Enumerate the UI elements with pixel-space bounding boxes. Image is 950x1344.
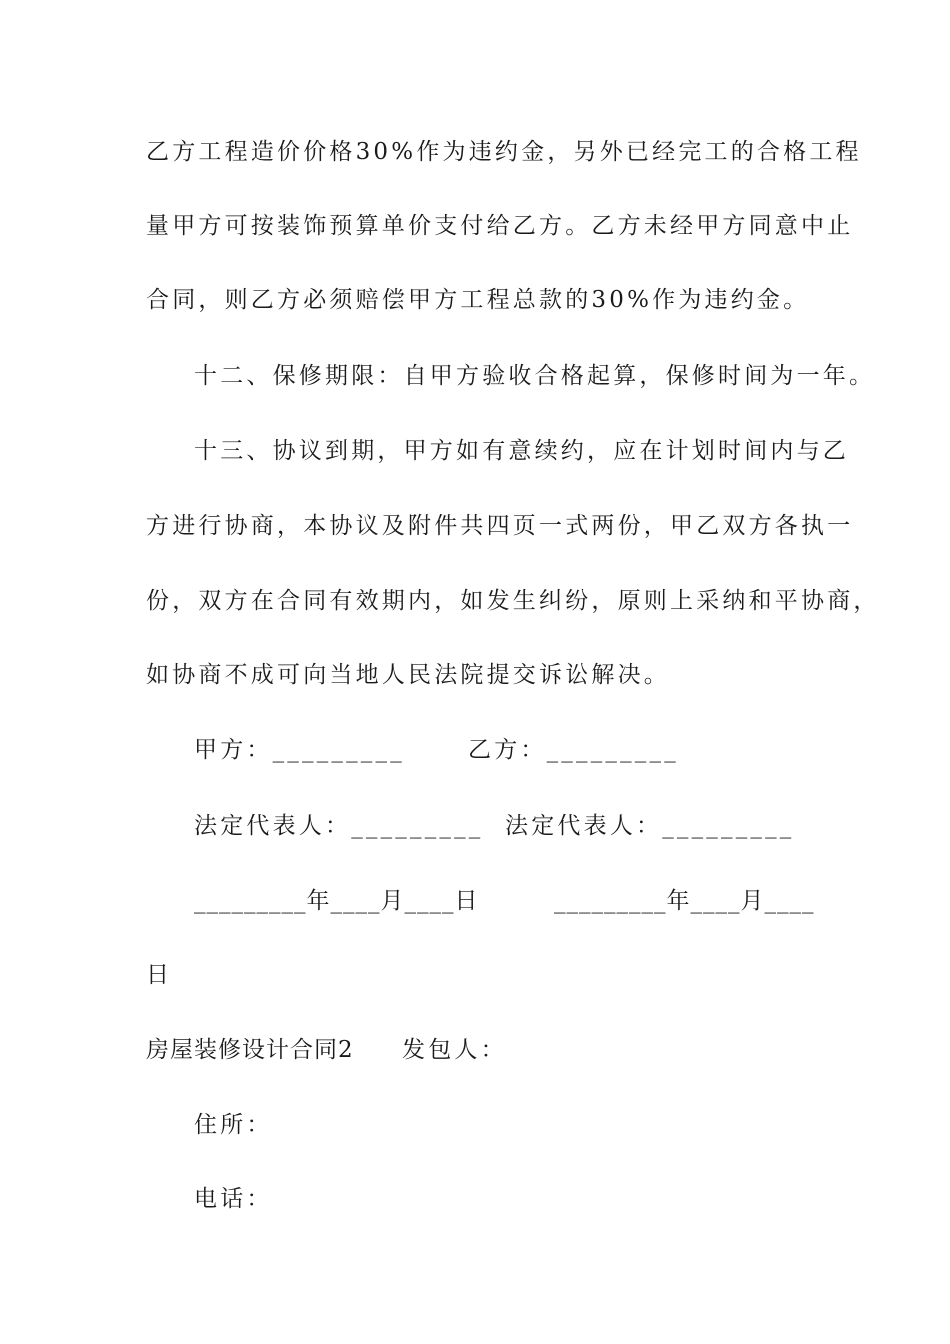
issuer-label: 发包人： (402, 1037, 507, 1063)
party-b-signature: 乙方：_________ (468, 737, 679, 763)
party-a-date: _________年____月____日 (194, 888, 479, 914)
party-a-signature: 甲方：_________ (194, 737, 405, 763)
party-b-date: _________年____月____ (554, 888, 815, 914)
contract-2-title: 房屋装修设计合同2 (146, 1037, 354, 1063)
party-b-date-day: 日 (146, 962, 173, 988)
address-label: 住所： (194, 1112, 273, 1138)
party-b-representative: 法定代表人：_________ (505, 813, 795, 839)
clause-12-warranty: 十二、保修期限：自甲方验收合格起算，保修时间为一年。 (194, 363, 876, 389)
party-a-representative: 法定代表人：_________ (194, 813, 484, 839)
phone-label: 电话： (194, 1186, 273, 1212)
paragraph-line: 份，双方在合同有效期内，如发生纠纷，原则上采纳和平协商， (146, 588, 880, 614)
clause-13-renewal: 十三、协议到期，甲方如有意续约，应在计划时间内与乙 (194, 438, 849, 464)
paragraph-line: 合同，则乙方必须赔偿甲方工程总款的30%作为违约金。 (146, 287, 810, 313)
paragraph-line: 如协商不成可向当地人民法院提交诉讼解决。 (146, 662, 670, 688)
paragraph-line: 量甲方可按装饰预算单价支付给乙方。乙方未经甲方同意中止 (146, 213, 854, 239)
paragraph-line: 方进行协商，本协议及附件共四页一式两份，甲乙双方各执一 (146, 513, 854, 539)
paragraph-line: 乙方工程造价价格30%作为违约金，另外已经完工的合格工程 (146, 139, 862, 165)
